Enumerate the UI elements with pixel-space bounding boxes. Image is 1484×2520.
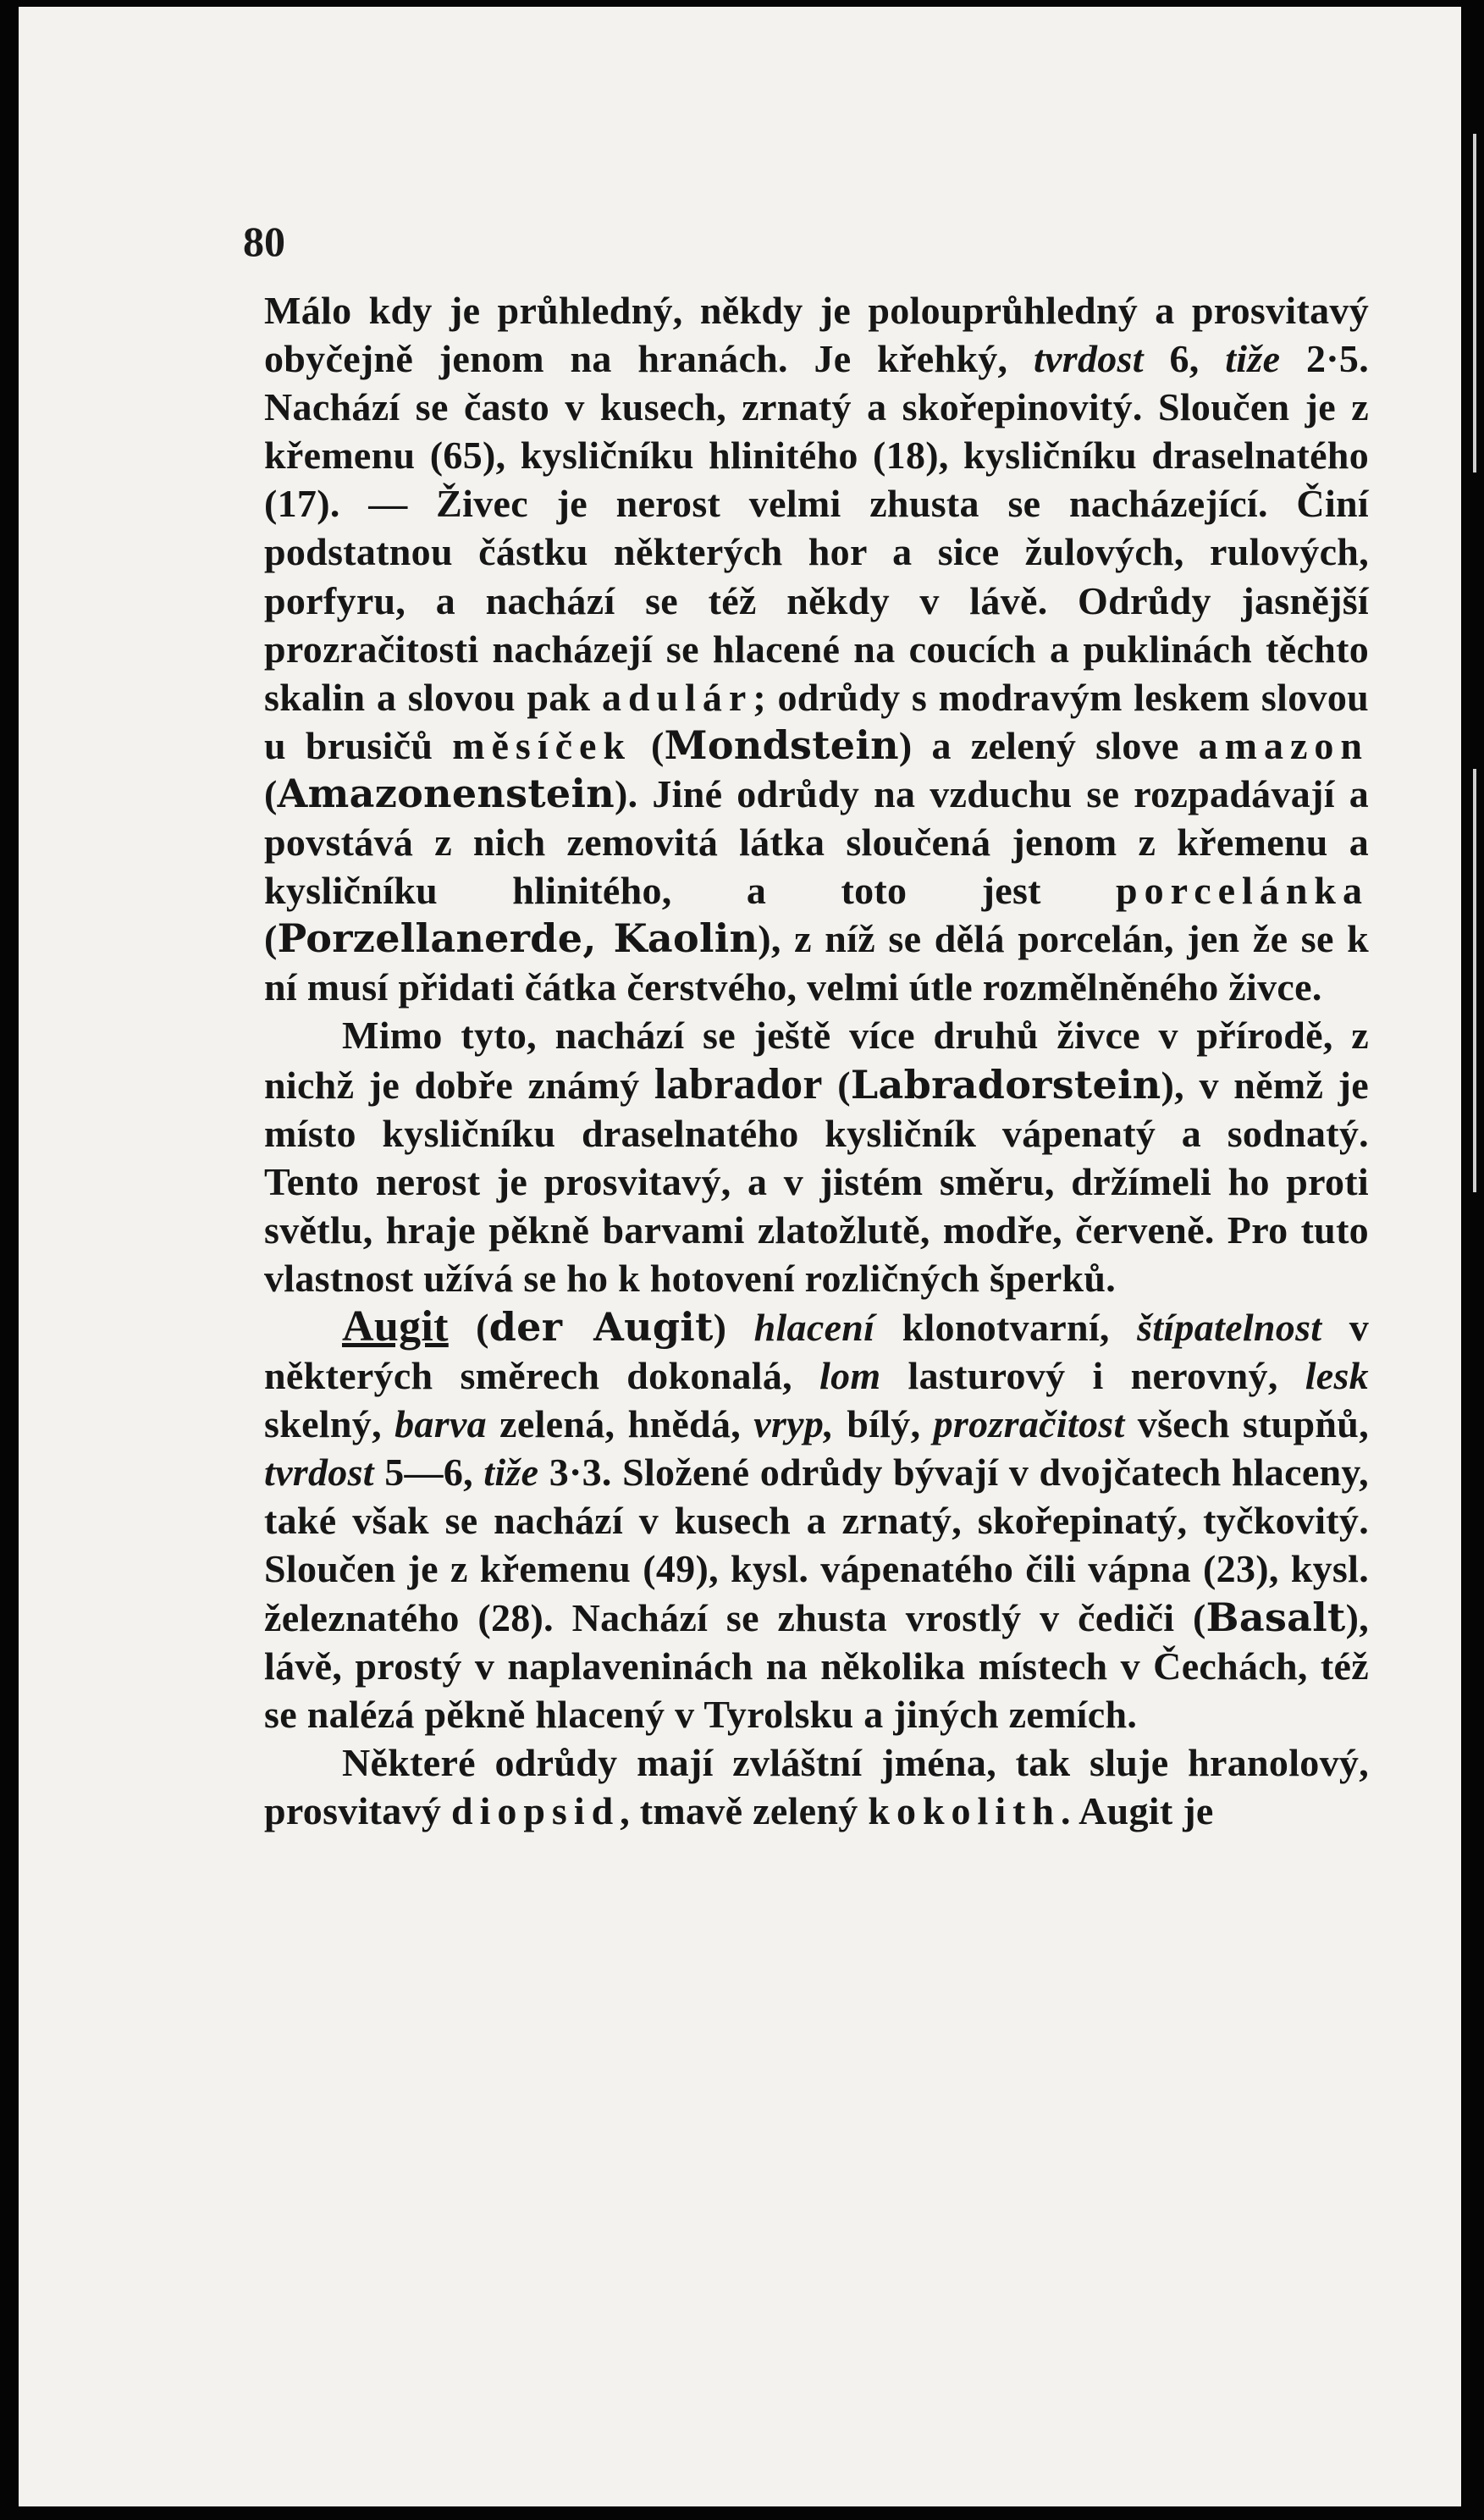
text-run: ) xyxy=(713,1305,754,1349)
text-run: Některé odrůdy mají zvláštní jména, tak sluje hranolový, prosvitavý xyxy=(264,1740,1369,1832)
text-run: Málo kdy je průhledný, někdy je polouprůhledný a prosvitavý obyčejně jenom na hranách. Je křehký, xyxy=(264,289,1369,381)
text-run: ; odrůdy s modravým leskem slovou u brusičů xyxy=(264,675,1370,767)
text-run: ( xyxy=(448,1305,489,1349)
paragraph-odrudy xyxy=(264,1738,1369,1835)
text-run: ), lávě, prostý v naplaveninách na několika místech v Čechách, též se nalézá pěkně hlacený v Tyrolsku a jiných zemích. xyxy=(264,1595,1369,1736)
text-run: hlacení xyxy=(753,1305,875,1349)
text-run: zelená, hnědá, xyxy=(486,1402,754,1446)
text-run: 5—6, xyxy=(373,1451,484,1495)
term-mesicek: měsíček xyxy=(452,723,632,767)
page-number: 80 xyxy=(243,218,285,265)
text-run: 3·3. Složené odrůdy bývají v dvojčatech hlaceny, také však se nachází v kusech a zrnatý, skořepinatý, tyčkovitý. Sloučen je z křemenu (49), kysl. vápenatého čili vápna (23), kysl. železnatého (28). Nachází se zhusta vrostlý v čediči ( xyxy=(264,1451,1369,1639)
text-run: barva xyxy=(394,1402,487,1446)
text-run: tvrdost xyxy=(1033,337,1144,381)
text-run: lom xyxy=(819,1354,881,1398)
text-run: , tmavě zelený xyxy=(620,1788,869,1832)
text-run: ), z níž se dělá porcelán, jen že se k ní musí přidati čátka čerstvého, velmi útle rozmělněného živce. xyxy=(264,917,1370,1009)
text-run: ). Jiné odrůdy na vzduchu se rozpadávají a povstává z nich zemovitá látka sloučená jenom z křemenu a kysličníku hlinitého, a toto jest xyxy=(264,771,1369,913)
term-augit: Augit xyxy=(342,1301,449,1351)
paragraph-zivec xyxy=(264,286,1369,1011)
text-run: ( xyxy=(264,917,278,961)
text-run: prozračitost xyxy=(933,1402,1125,1446)
text-run: ) a zelený slove xyxy=(898,723,1199,767)
text-run: Labradorstein xyxy=(850,1061,1161,1108)
text-run: Basalt xyxy=(1205,1594,1346,1640)
page-edge-shadow xyxy=(1473,134,1476,472)
text-run: štípatelnost xyxy=(1137,1305,1322,1349)
text-run: ( xyxy=(632,723,665,767)
text-run: lesk xyxy=(1305,1354,1369,1398)
text-run: tvrdost xyxy=(264,1451,374,1495)
text-run: tiže xyxy=(483,1451,539,1495)
text-run: der Augit xyxy=(488,1303,714,1350)
text-run: Mondstein xyxy=(664,721,899,768)
text-run: ( xyxy=(822,1063,851,1107)
term-amazon: amazon xyxy=(1198,723,1369,767)
text-run: bílý, xyxy=(834,1402,934,1446)
term-kokolith: kokolith xyxy=(868,1788,1062,1832)
book-page xyxy=(19,7,1461,2506)
text-run: v některých směrech dokonalá, xyxy=(264,1305,1370,1398)
text-run: vryp, xyxy=(753,1402,835,1446)
text-run: ), v němž je místo kysličníku draselnatého kysličník vápenatý a sodnatý. Tento nerost je prosvitavý, a v jistém směru, držímeli ho proti světlu, hraje pěkně barvami zlatožlutě, modře, červeně. Pro tuto vlastnost užívá se ho k hotovení rozličných šperků. xyxy=(264,1063,1370,1300)
text-run: tiže xyxy=(1225,337,1281,381)
text-run: Porzellanerde, Kaolin xyxy=(277,915,759,962)
text-run: skelný, xyxy=(264,1402,395,1446)
term-diopsid: diopsid xyxy=(450,1788,621,1832)
text-run: 6, xyxy=(1143,337,1226,381)
text-run: lasturový i nerovný, xyxy=(880,1354,1305,1398)
text-run: všech stupňů, xyxy=(1124,1402,1369,1446)
text-run: 2·5. Nachází se často v kusech, zrnatý a skořepinovitý. Sloučen je z křemenu (65), kysličníku hlinitého (18), kysličníku draselnatého (17). — Živec je nerost velmi zhusta se nacházející. Činí podstatnou částku některých hor a sice žulových, rulových, porfyru, a nachází se též někdy v lávě. Odrůdy jasnější prozračitosti nacházejí se hlacené na coucích a puklinách těchto skalin a slovou pak xyxy=(264,337,1369,719)
text-run: Mimo tyto, nachází se ještě více druhů živce v přírodě, z nichž je dobře známý xyxy=(264,1014,1369,1107)
term-porcelanka: porcelánka xyxy=(1116,869,1369,913)
text-run: Amazonenstein xyxy=(277,770,615,816)
text-run: ( xyxy=(264,771,278,815)
term-labrador: labrador xyxy=(654,1059,823,1108)
paragraph-labrador xyxy=(264,1011,1369,1302)
paragraph-augit xyxy=(264,1302,1369,1738)
body-text xyxy=(264,286,1369,1835)
text-run: klonotvarní, xyxy=(874,1305,1138,1349)
page-edge-shadow xyxy=(1473,769,1476,1192)
text-run: . Augit je xyxy=(1061,1788,1214,1832)
term-adular: adulár xyxy=(601,675,753,719)
